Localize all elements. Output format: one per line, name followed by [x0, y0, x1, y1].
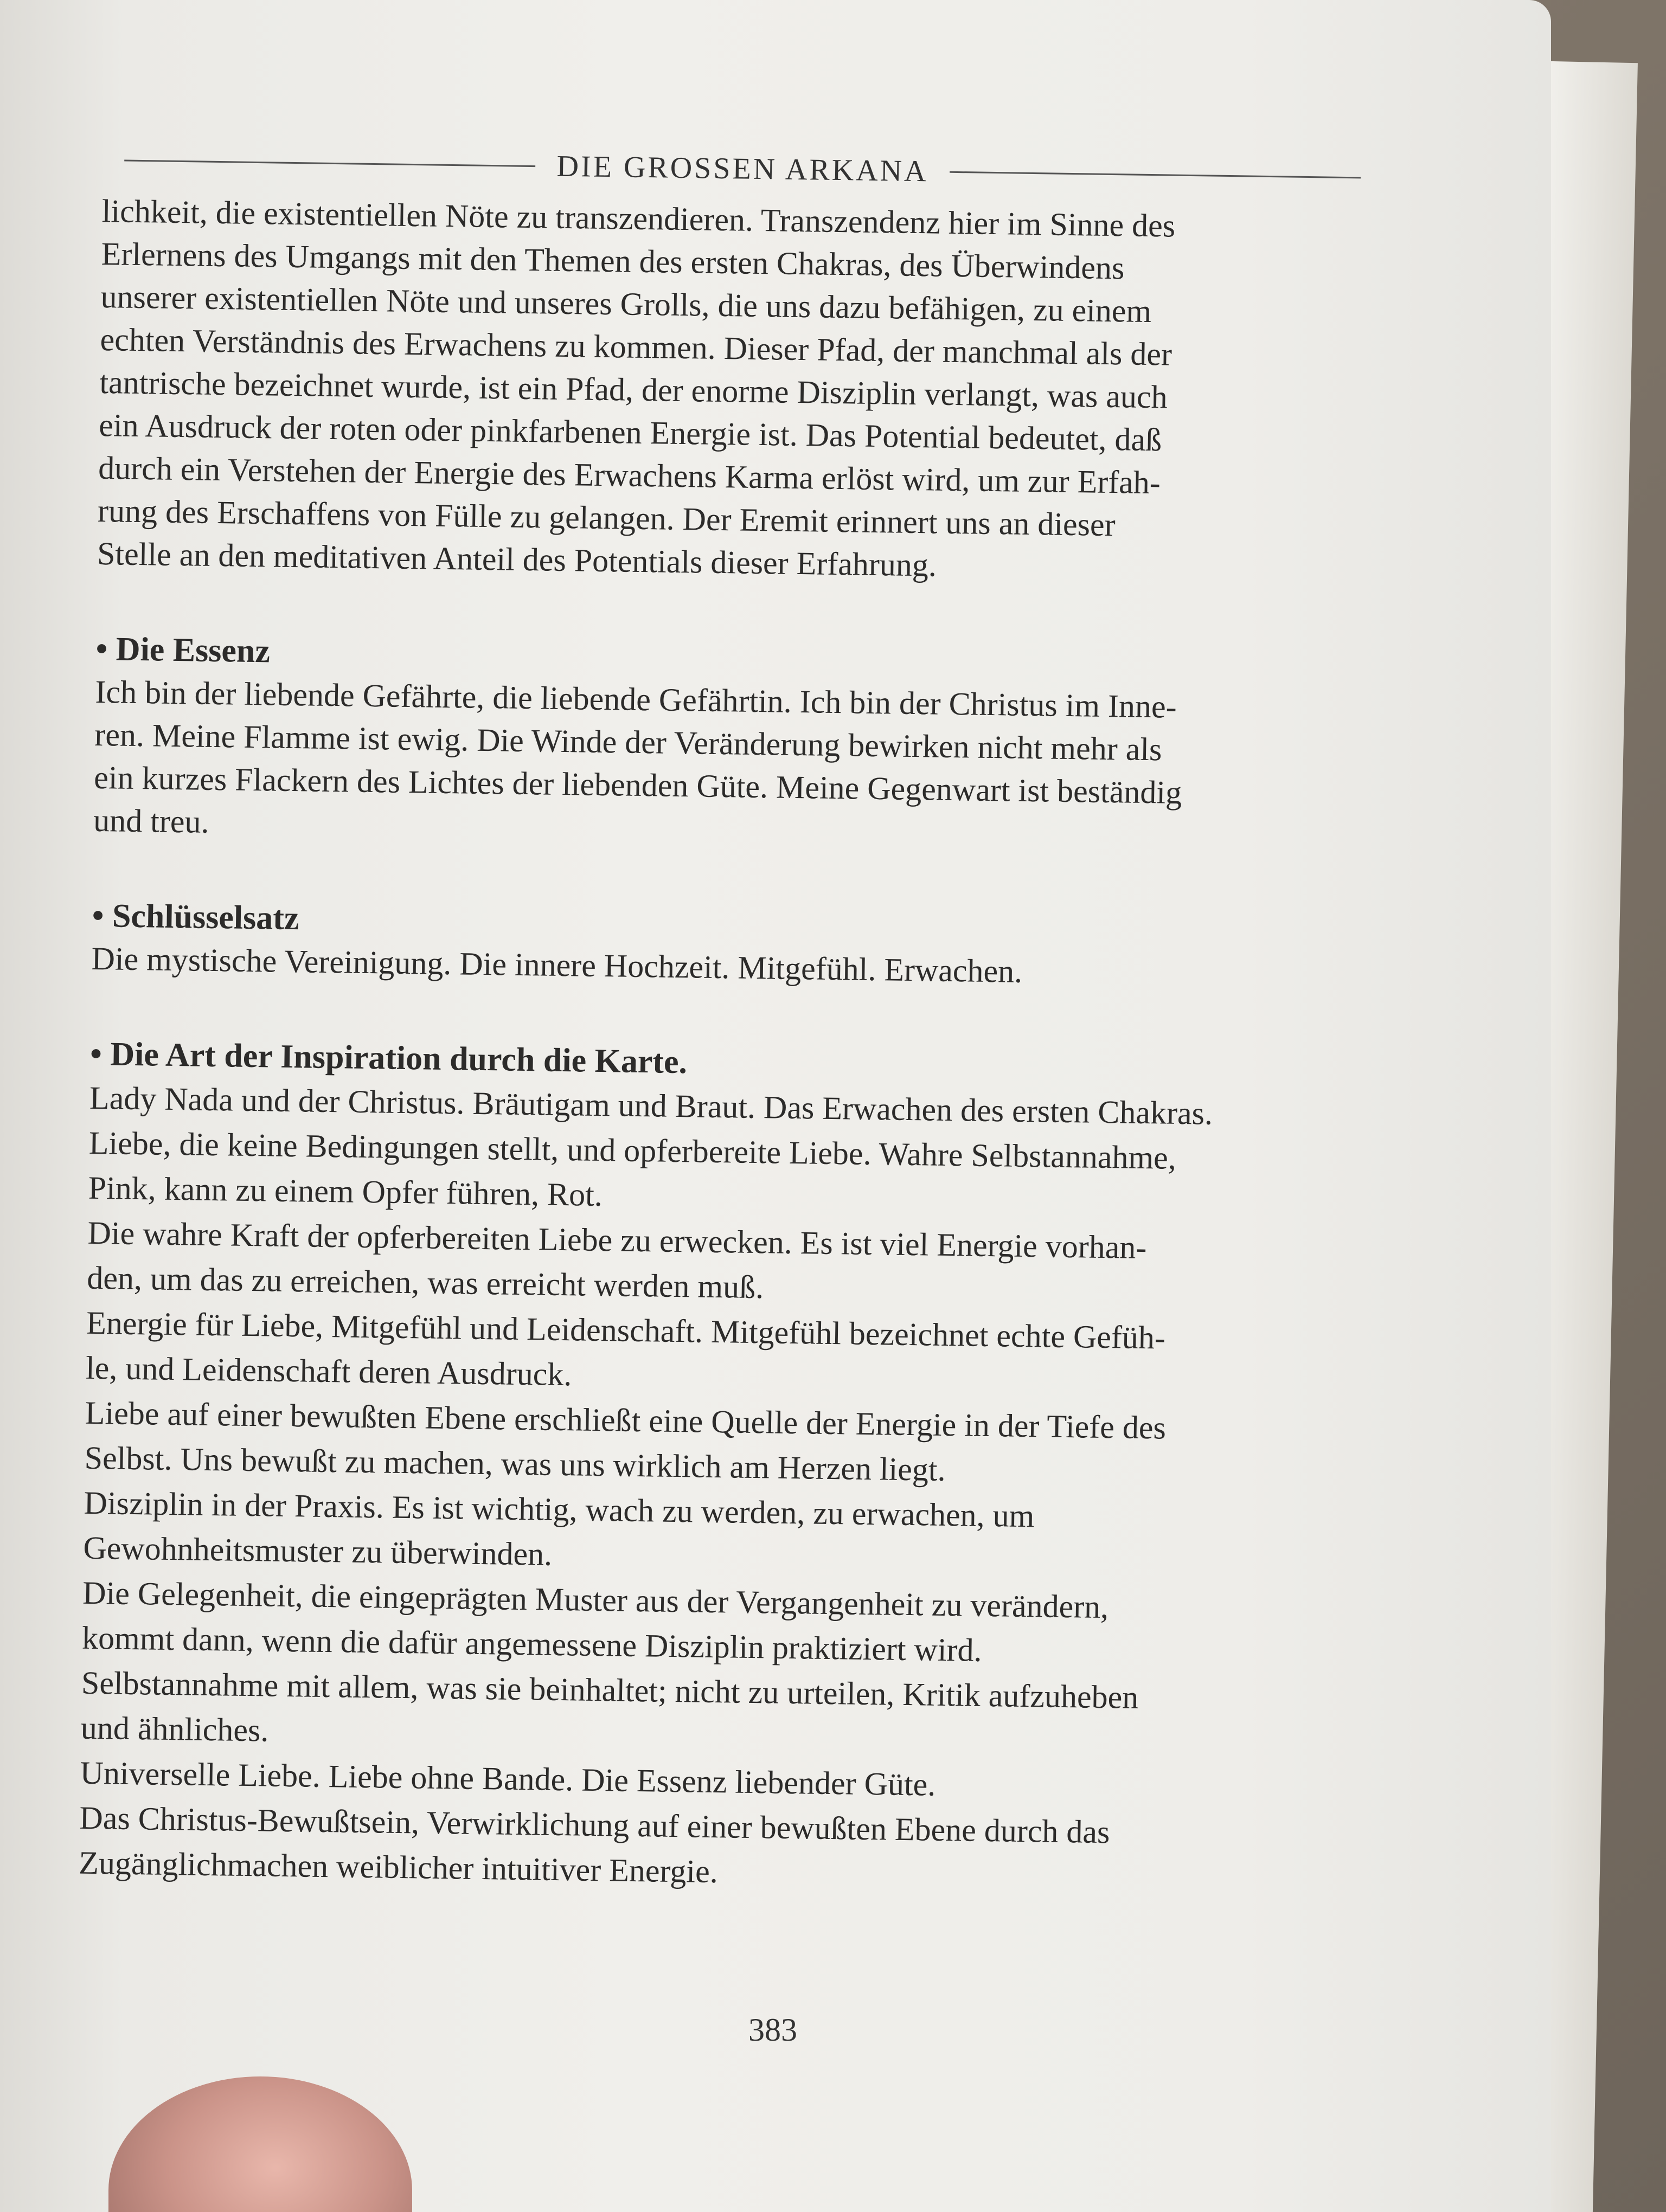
text-line: Stelle an den meditativen Anteil des Potentials dieser Erfahrung. [97, 535, 937, 583]
text-line: Die Gelegenheit, die eingeprägten Muster aus der Vergangenheit zu verändern, [82, 1574, 1109, 1625]
header-title: DIE GROSSEN ARKANA [556, 149, 928, 189]
text-line: Das Christus-Bewußtsein, Verwirklichung auf einer bewußten Ebene durch das [79, 1799, 1110, 1850]
text-line: Die mystische Vereinigung. Die innere Hochzeit. Mitgefühl. Erwachen. [91, 940, 1023, 989]
text-line: Selbstannahme mit allem, was sie beinhaltet; nicht zu urteilen, Kritik aufzuheben [81, 1664, 1139, 1715]
text-line: Disziplin in der Praxis. Es ist wichtig, wach zu werden, zu erwachen, um [84, 1484, 1035, 1534]
text-line: den, um das zu erreichen, was erreicht werden muß. [86, 1259, 764, 1306]
text-line: unserer existentiellen Nöte und unseres Grolls, die uns dazu befähigen, zu einem [100, 278, 1152, 330]
text-line: tantrische bezeichnet wurde, ist ein Pfad, der enorme Disziplin verlangt, was auch [99, 364, 1168, 415]
section-schluesselsatz [91, 894, 1372, 998]
section-heading-essenz: • Die Essenz [95, 630, 271, 670]
text-line: rung des Erschaffens von Fülle zu gelangen. Der Eremit erinnert uns an dieser [97, 492, 1116, 543]
section-inspiration [79, 1032, 1370, 1904]
text-line: lichkeit, die existentiellen Nöte zu transzendieren. Transzendenz hier im Sinne des [101, 192, 1176, 244]
text-line: und ähnliches. [80, 1709, 269, 1748]
section-heading-schluesselsatz: • Schlüsselsatz [92, 897, 299, 937]
text-line: und treu. [93, 802, 209, 840]
text-line: Liebe, die keine Bedingungen stellt, und opferbereite Liebe. Wahre Selbstannahme, [88, 1124, 1177, 1176]
text-line: Pink, kann zu einem Opfer führen, Rot. [88, 1169, 603, 1213]
text-line: Liebe auf einer bewußten Ebene erschließt eine Quelle der Energie in der Tiefe des [85, 1394, 1167, 1446]
intro-paragraph [97, 190, 1382, 593]
text-line: Zugänglichmachen weiblicher intuitiver Energie. [78, 1844, 719, 1890]
text-line: ein Ausdruck der roten oder pinkfarbenen Energie ist. Das Potential bedeutet, daß [98, 407, 1162, 458]
section-heading-inspiration: • Die Art der Inspiration durch die Karte. [89, 1035, 688, 1081]
text-line: Universelle Liebe. Liebe ohne Bande. Die Essenz liebender Güte. [80, 1754, 936, 1803]
text-line: Die wahre Kraft der opferbereiten Liebe zu erwecken. Es ist viel Energie vorhan- [87, 1214, 1147, 1266]
text-line: echten Verständnis des Erwachens zu kommen. Dieser Pfad, der manchmal als der [100, 321, 1172, 372]
page-number: 383 [748, 2012, 797, 2048]
text-line: durch ein Verstehen der Energie des Erwachens Karma erlöst wird, um zur Erfah- [98, 449, 1161, 501]
section-essenz [93, 627, 1376, 860]
text-line: ein kurzes Flackern des Lichtes der liebenden Güte. Meine Gegenwart ist beständig [93, 759, 1182, 811]
text-line: Selbst. Uns bewußt zu machen, was uns wirklich am Herzen liegt. [84, 1439, 946, 1488]
text-line: Ich bin der liebende Gefährte, die liebende Gefährtin. Ich bin der Christus im Inne- [95, 673, 1177, 725]
page-content [79, 130, 1383, 1904]
text-line: Erlernens des Umgangs mit den Themen des ersten Chakras, des Überwindens [101, 235, 1125, 286]
text-line: kommt dann, wenn die dafür angemessene Disziplin praktiziert wird. [81, 1619, 983, 1668]
text-line: Lady Nada und der Christus. Bräutigam und Braut. Das Erwachen des ersten Chakras. [89, 1079, 1213, 1131]
text-line: ren. Meine Flamme ist ewig. Die Winde der Veränderung bewirken nicht mehr als [94, 716, 1162, 768]
text-line: Energie für Liebe, Mitgefühl und Leidenschaft. Mitgefühl bezeichnet echte Gefüh- [86, 1304, 1166, 1356]
header-rule-left [124, 159, 535, 167]
text-line: le, und Leidenschaft deren Ausdruck. [85, 1349, 572, 1393]
text-line: Gewohnheitsmuster zu überwinden. [83, 1529, 553, 1572]
header-rule-right [950, 171, 1361, 178]
